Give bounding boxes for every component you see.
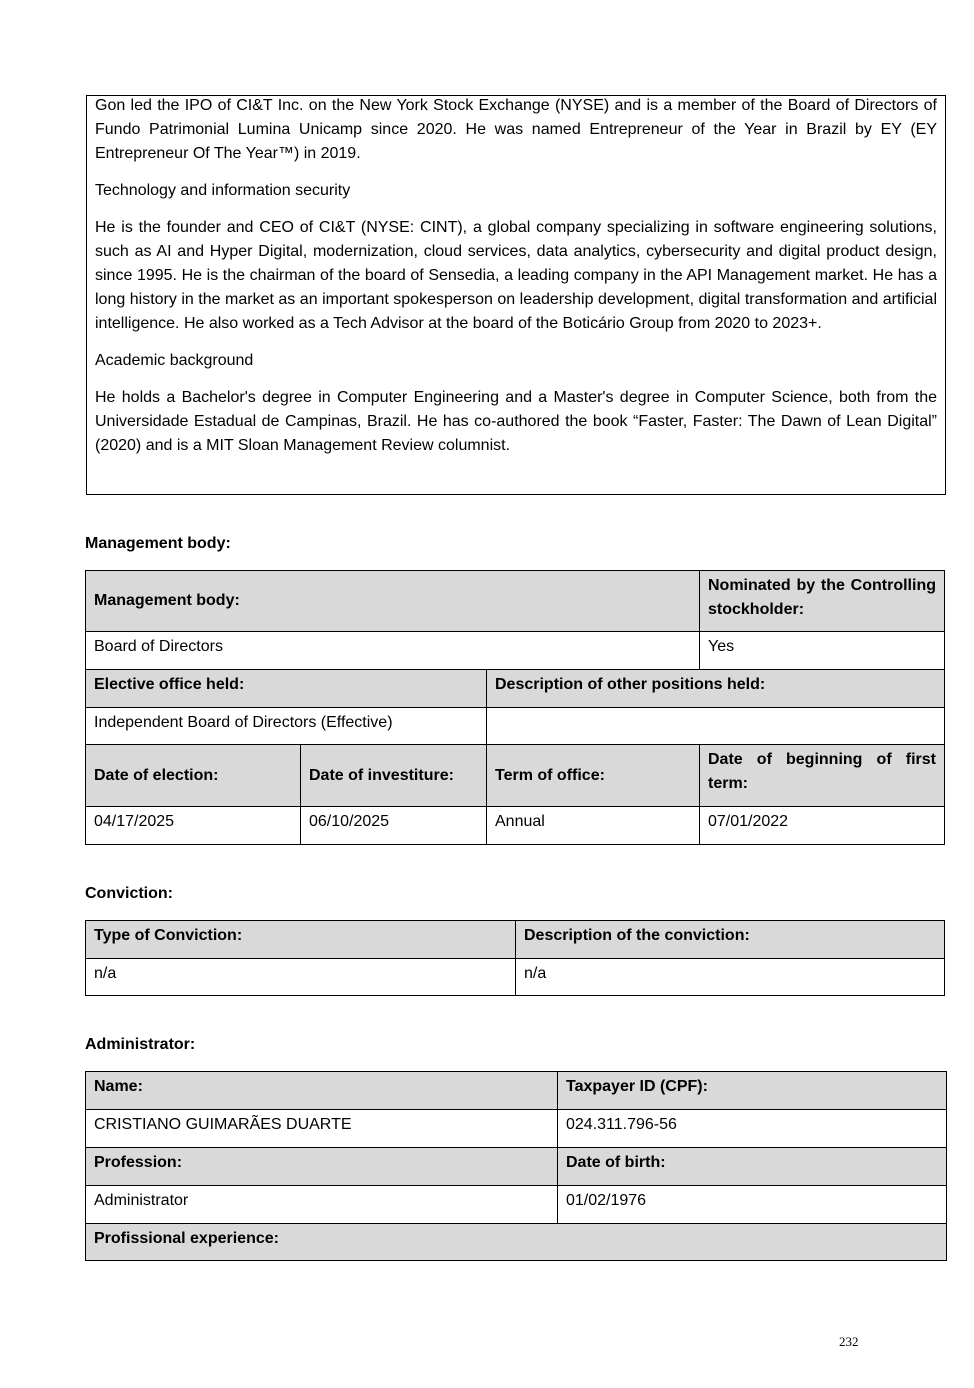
other-positions-value: [486, 707, 945, 745]
elective-office-label: Elective office held:: [85, 669, 487, 708]
dob-label: Date of birth:: [557, 1147, 947, 1186]
name-value: CRISTIANO GUIMARÃES DUARTE: [85, 1109, 558, 1148]
date-investiture-label: Date of investiture:: [300, 744, 487, 807]
bio-subheading: Academic background: [95, 352, 254, 369]
conviction-description-value: n/a: [515, 958, 945, 996]
nominated-value: Yes: [699, 631, 945, 670]
biography-box: [86, 95, 946, 495]
cpf-label: Taxpayer ID (CPF):: [557, 1071, 947, 1110]
bio-paragraph: He holds a Bachelor's degree in Computer Engineering and a Master's degree in Computer Science, both from the Universidade Estadual de Campinas, Brazil. He has co-authored the book “Faster, Faster: The Dawn of Lean Digital” (2020) and is a MIT Sloan Management Review columnist.: [95, 389, 937, 454]
first-term-value: 07/01/2022: [699, 806, 945, 845]
management-body-label: Management body:: [85, 570, 700, 632]
conviction-type-label: Type of Conviction:: [85, 920, 516, 959]
date-election-label: Date of election:: [85, 744, 301, 807]
conviction-heading: Conviction:: [85, 885, 173, 902]
first-term-label: Date of beginning of first term:: [699, 744, 945, 807]
elective-office-value: Independent Board of Directors (Effective): [85, 707, 487, 745]
dob-value: 01/02/1976: [557, 1185, 947, 1224]
term-value: Annual: [486, 806, 700, 845]
bio-subheading: Technology and information security: [95, 182, 351, 199]
bio-paragraph: He is the founder and CEO of CI&T (NYSE: CINT), a global company specializing in software engineering solutions, such as AI and Hyper Digital, modernization, cloud services, data analytics, cybersecurity and digital product design, since 1995. He is the chairman of the board of Sensedia, a leading company in the API Management market. He has a long history in the market as an important spokesperson on leadership development, digital transformation and artificial intelligence. He also worked as a Tech Advisor at the board of the Boticário Group from 2020 to 2023+.: [95, 219, 937, 332]
conviction-description-label: Description of the conviction:: [515, 920, 945, 959]
profession-value: Administrator: [85, 1185, 558, 1224]
term-label: Term of office:: [486, 744, 700, 807]
management-heading: Management body:: [85, 535, 231, 552]
name-label: Name:: [85, 1071, 558, 1110]
date-investiture-value: 06/10/2025: [300, 806, 487, 845]
cpf-value: 024.311.796-56: [557, 1109, 947, 1148]
date-election-value: 04/17/2025: [85, 806, 301, 845]
profession-label: Profession:: [85, 1147, 558, 1186]
experience-label: Profissional experience:: [85, 1223, 947, 1261]
conviction-type-value: n/a: [85, 958, 516, 996]
nominated-label: Nominated by the Controlling stockholder:: [699, 570, 945, 632]
management-body-value: Board of Directors: [85, 631, 700, 670]
page-number: 232: [839, 1334, 859, 1349]
other-positions-label: Description of other positions held:: [486, 669, 945, 708]
bio-paragraph: Gon led the IPO of CI&T Inc. on the New York Stock Exchange (NYSE) and is a member of the Board of Directors of Fundo Patrimonial Lumina Unicamp since 2020. He was named Entrepreneur of the Year in Brazil by EY (EY Entrepreneur Of The Year™) in 2019.: [95, 97, 937, 162]
administrator-heading: Administrator:: [85, 1036, 196, 1053]
